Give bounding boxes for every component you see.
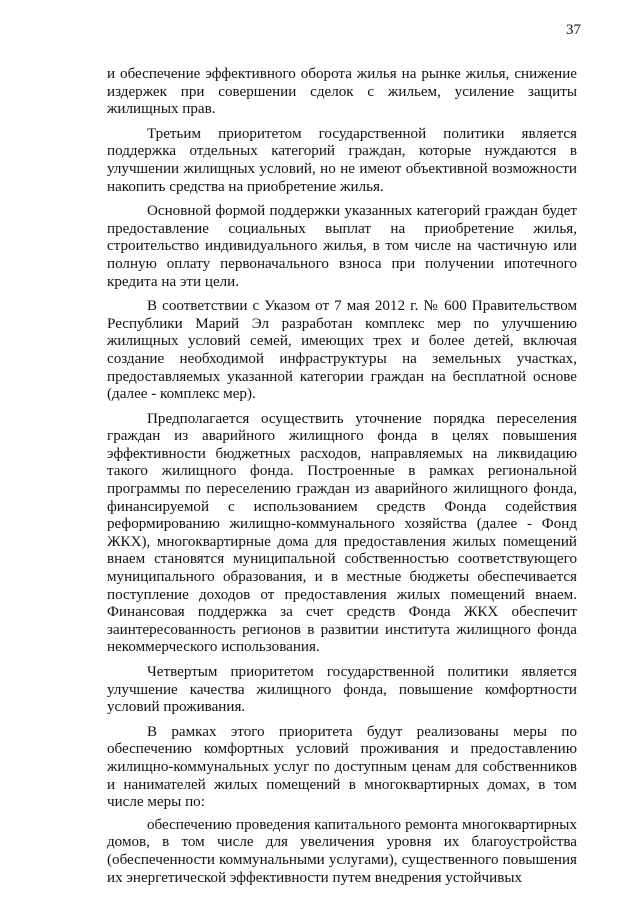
paragraph: Третьим приоритетом государственной политики является поддержка отдельных категорий граждан, которые нуждаются в улучшении жилищных условий, но не имеют объективной возможности накопить средства на приобретение жилья.	[107, 125, 577, 195]
paragraph: и обеспечение эффективного оборота жилья на рынке жилья, снижение издержек при совершении сделок с жильем, усиление защиты жилищных прав.	[107, 66, 577, 118]
document-body	[107, 66, 577, 894]
paragraph: В соответствии с Указом от 7 мая 2012 г. № 600 Правительством Республики Марий Эл разработан комплекс мер по улучшению жилищных условий семей, имеющих трех и более детей, включая создание необходимой инфраструктуры на земельных участках, предоставляемых указанной категории граждан на бесплатной основе (далее - комплекс мер).	[107, 298, 577, 403]
paragraph: Четвертым приоритетом государственной политики является улучшение качества жилищного фонда, повышение комфортности условий проживания.	[107, 664, 577, 716]
paragraph: обеспечению проведения капитального ремонта многоквартирных домов, в том числе для увеличения уровня их благоустройства (обеспеченности коммунальными услугами), существенного повышения их энергетической эффективности путем внедрения устойчивых	[107, 816, 577, 886]
paragraph: Основной формой поддержки указанных категорий граждан будет предоставление социальных выплат на приобретение жилья, строительство индивидуального жилья, в том числе на частичную или полную оплату первоначального взноса при получении ипотечного кредита на эти цели.	[107, 203, 577, 290]
paragraph: Предполагается осуществить уточнение порядка переселения граждан из аварийного жилищного фонда в целях повышения эффективности бюджетных расходов, направляемых на ликвидацию такого жилищного фонда. Построенные в рамках региональной программы по переселению граждан из аварийного жилищного фонда, финансируемой с использованием средств Фонда содействия реформированию жилищно-коммунального хозяйства (далее - Фонд ЖКХ), многоквартирные дома для предоставления жилых помещений внаем становятся муниципальной собственностью соответствующего муниципального образования, и в местные бюджеты обеспечивается поступление доходов от предоставления жилых помещений внаем. Финансовая поддержка за счет средств Фонда ЖКХ обеспечит заинтересованность регионов в развитии института жилищного фонда некоммерческого использования.	[107, 410, 577, 656]
paragraph: В рамках этого приоритета будут реализованы меры по обеспечению комфортных условий проживания и предоставлению жилищно-коммунальных услуг по доступным ценам для собственников и нанимателей жилых помещений в многоквартирных домах, в том числе меры по:	[107, 723, 577, 811]
page-number: 37	[566, 22, 581, 38]
